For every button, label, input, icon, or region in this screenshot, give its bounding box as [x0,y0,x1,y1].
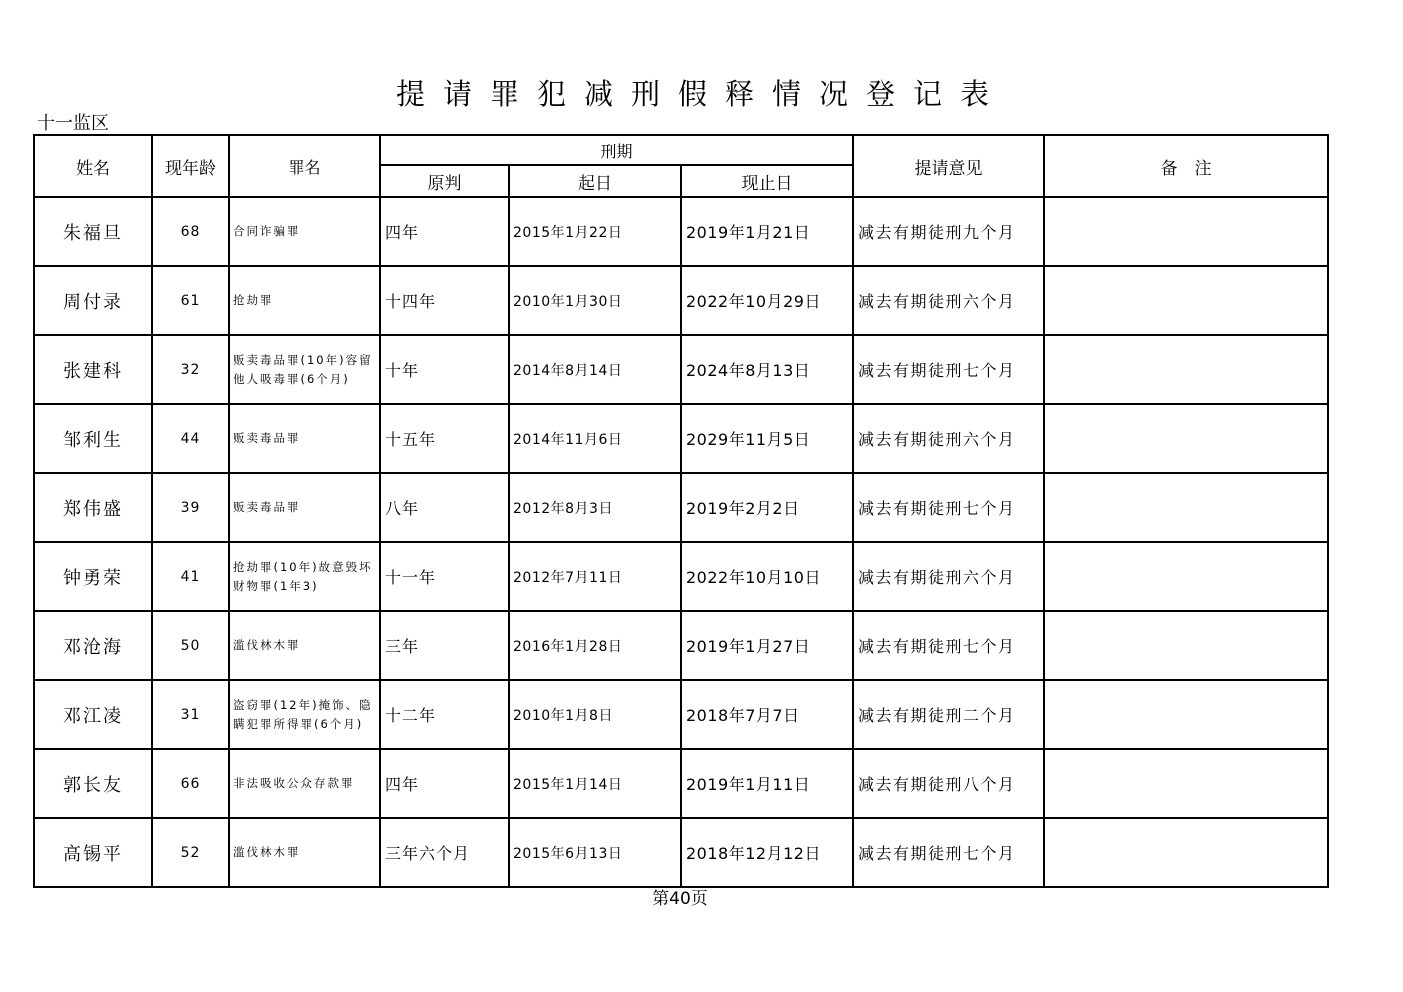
table-row [34,197,1328,266]
cell-opinion: 减去有期徒刑七个月 [853,473,1044,542]
cell-original: 十年 [380,335,509,404]
header-end: 现止日 [681,165,853,197]
cell-opinion: 减去有期徒刑六个月 [853,266,1044,335]
cell-crime: 抢劫罪 [229,266,380,335]
table-row [34,818,1328,887]
cell-name: 张建科 [34,335,152,404]
cell-opinion: 减去有期徒刑九个月 [853,197,1044,266]
cell-remark [1044,335,1328,404]
cell-name: 邓沧海 [34,611,152,680]
cell-age: 39 [152,473,229,542]
header-start: 起日 [509,165,681,197]
cell-start-date: 2012年7月11日 [509,542,681,611]
cell-remark [1044,680,1328,749]
cell-age: 41 [152,542,229,611]
cell-original: 十五年 [380,404,509,473]
cell-start-date: 2015年6月13日 [509,818,681,887]
cell-original: 三年六个月 [380,818,509,887]
cell-crime: 抢劫罪(10年)故意毁坏财物罪(1年3) [229,542,380,611]
header-crime: 罪名 [229,135,380,197]
cell-name: 钟勇荣 [34,542,152,611]
cell-start-date: 2015年1月14日 [509,749,681,818]
cell-crime: 盗窃罪(12年)掩饰、隐瞒犯罪所得罪(6个月) [229,680,380,749]
cell-original: 十二年 [380,680,509,749]
cell-age: 66 [152,749,229,818]
cell-remark [1044,611,1328,680]
cell-start-date: 2014年8月14日 [509,335,681,404]
cell-remark [1044,818,1328,887]
header-remark: 备 注 [1044,135,1328,197]
cell-original: 四年 [380,197,509,266]
cell-opinion: 减去有期徒刑七个月 [853,611,1044,680]
cell-end-date: 2024年8月13日 [681,335,853,404]
cell-original: 三年 [380,611,509,680]
cell-crime: 合同诈骗罪 [229,197,380,266]
cell-opinion: 减去有期徒刑七个月 [853,818,1044,887]
cell-end-date: 2022年10月29日 [681,266,853,335]
table-row [34,335,1328,404]
header-opinion: 提请意见 [853,135,1044,197]
table-row [34,542,1328,611]
cell-name: 郭长友 [34,749,152,818]
cell-original: 十四年 [380,266,509,335]
cell-start-date: 2010年1月8日 [509,680,681,749]
cell-age: 52 [152,818,229,887]
cell-end-date: 2019年1月27日 [681,611,853,680]
cell-original: 四年 [380,749,509,818]
district-label: 十一监区 [37,113,109,134]
table-row [34,266,1328,335]
cell-opinion: 减去有期徒刑二个月 [853,680,1044,749]
cell-end-date: 2018年12月12日 [681,818,853,887]
cell-opinion: 减去有期徒刑七个月 [853,335,1044,404]
cell-opinion: 减去有期徒刑六个月 [853,542,1044,611]
table-row [34,611,1328,680]
cell-crime: 非法吸收公众存款罪 [229,749,380,818]
cell-name: 邹利生 [34,404,152,473]
cell-name: 邓江凌 [34,680,152,749]
cell-start-date: 2010年1月30日 [509,266,681,335]
cell-start-date: 2016年1月28日 [509,611,681,680]
header-term: 刑期 [380,135,853,165]
header-original: 原判 [380,165,509,197]
cell-end-date: 2019年1月21日 [681,197,853,266]
cell-age: 61 [152,266,229,335]
cell-name: 高锡平 [34,818,152,887]
cell-start-date: 2012年8月3日 [509,473,681,542]
cell-remark [1044,749,1328,818]
cell-age: 31 [152,680,229,749]
cell-name: 周付录 [34,266,152,335]
table-row [34,404,1328,473]
cell-age: 68 [152,197,229,266]
cell-age: 44 [152,404,229,473]
page-number: 第40页 [652,889,708,909]
cell-remark [1044,542,1328,611]
cell-end-date: 2019年1月11日 [681,749,853,818]
cell-remark [1044,473,1328,542]
page-title: 提请罪犯减刑假释情况登记表 [395,77,1007,111]
table-row [34,680,1328,749]
cell-remark [1044,266,1328,335]
cell-name: 朱福旦 [34,197,152,266]
header-age: 现年龄 [152,135,229,197]
cell-end-date: 2029年11月5日 [681,404,853,473]
table-row [34,749,1328,818]
cell-name: 郑伟盛 [34,473,152,542]
cell-end-date: 2022年10月10日 [681,542,853,611]
cell-end-date: 2019年2月2日 [681,473,853,542]
register-table [33,134,1329,888]
cell-end-date: 2018年7月7日 [681,680,853,749]
table-row [34,473,1328,542]
cell-crime: 贩卖毒品罪 [229,473,380,542]
cell-original: 十一年 [380,542,509,611]
header-name: 姓名 [34,135,152,197]
header-row-top [34,135,1328,165]
cell-opinion: 减去有期徒刑六个月 [853,404,1044,473]
cell-crime: 贩卖毒品罪 [229,404,380,473]
cell-remark [1044,404,1328,473]
cell-opinion: 减去有期徒刑八个月 [853,749,1044,818]
cell-crime: 贩卖毒品罪(10年)容留他人吸毒罪(6个月) [229,335,380,404]
cell-remark [1044,197,1328,266]
cell-crime: 滥伐林木罪 [229,818,380,887]
cell-original: 八年 [380,473,509,542]
cell-crime: 滥伐林木罪 [229,611,380,680]
cell-start-date: 2014年11月6日 [509,404,681,473]
cell-start-date: 2015年1月22日 [509,197,681,266]
cell-age: 32 [152,335,229,404]
cell-age: 50 [152,611,229,680]
